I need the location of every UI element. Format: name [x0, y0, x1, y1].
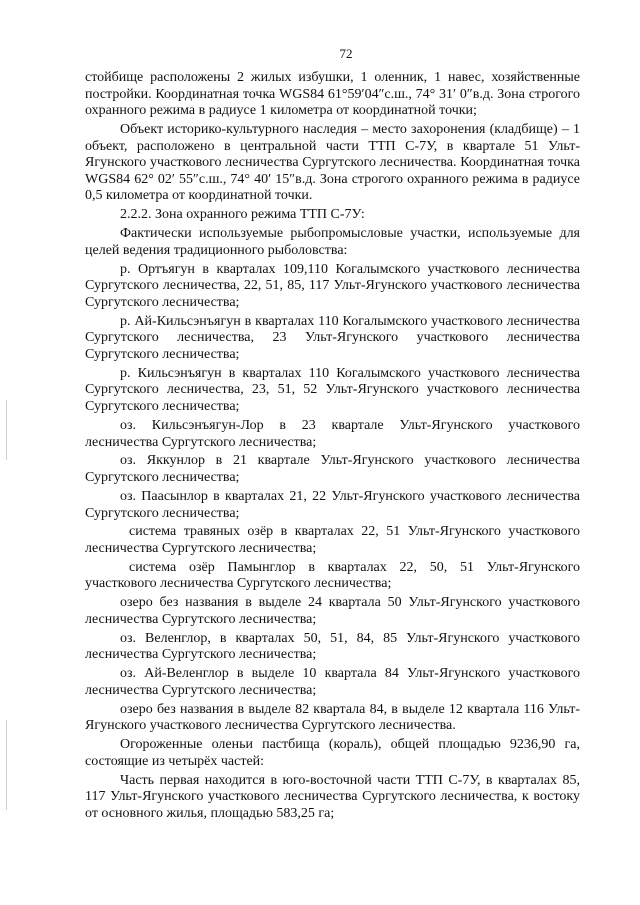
list-item: оз. Паасынлор в кварталах 21, 22 Ульт-Ягунского участкового лесничества Сургутского лесничества; — [85, 488, 580, 521]
list-item: р. Кильсэнъягун в кварталах 110 Когалымского участкового лесничества Сургутского лесничества, 23, 51, 52 Ульт-Ягунского участкового лесничества Сургутского лесничества; — [85, 365, 580, 415]
list-item: система озёр Памынглор в кварталах 22, 50, 51 Ульт-Ягунского участкового лесничества Сургутского лесничества; — [85, 559, 580, 592]
paragraph-camp-description: стойбище расположены 2 жилых избушки, 1 олeнник, 1 навес, хозяйственные постройки. Координатная точка WGS84 61°59′04″с.ш., 74° 31′ 0″в.д. Зона строгого охранного режима в радиусе 1 километра от координатной точки; — [85, 70, 580, 119]
scan-edge-mark — [6, 400, 7, 460]
paragraph-heritage-object: Объект историко-культурного наследия – место захоронения (кладбище) – 1 объект, расположено в центральной части ТТП С-7У, в квартале 51 Ульт-Ягунского участкового лесничества Сургутского лесничества. Координатная точка WGS84 62° 02′ 55″с.ш., 74° 40′ 15″в.д. Зона строгого охранного режима в радиусе 0,5 километра от координатной точки. — [85, 122, 580, 204]
list-item: оз. Ай-Веленглор в выделе 10 квартала 84 Ульт-Ягунского участкового лесничества Сургутского лесничества; — [85, 666, 580, 698]
list-item: р. Ортъягун в кварталах 109,110 Когалымского участкового лесничества Сургутского лесничества, 22, 51, 85, 117 Ульт-Ягунского участкового лесничества Сургутского лесничества; — [85, 261, 580, 310]
scan-edge-mark — [6, 720, 7, 810]
list-item: озеро без названия в выделе 24 квартала 50 Ульт-Ягунского участкового лесничества Сургутского лесничества; — [85, 595, 580, 627]
list-item: оз. Яккунлор в 21 квартале Ульт-Ягунского участкового лесничества Сургутского лесничества; — [85, 453, 580, 486]
list-item: р. Ай-Кильсэнъягун в кварталах 110 Когалымского участкового лесничества Сургутского лесничества, 23 Ульт-Ягунского участкового лесничества Сургутского лесничества; — [85, 313, 580, 362]
paragraph-pasture-part-one: Часть первая находится в юго-восточной части ТТП С-7У, в кварталах 85, 117 Ульт-Ягунского участкового лесничества Сургутского лесничества, к востоку от основного жилья, площадью 583,25 га; — [85, 772, 580, 821]
page-number: 72 — [339, 46, 353, 61]
section-heading: 2.2.2. Зона охранного режима ТТП С-7У: — [120, 207, 365, 223]
page-body — [85, 70, 580, 825]
paragraph-pastures: Огороженные оленьи пастбища (кораль), общей площадью 9236,90 га, состоящие из четырёх частей: — [85, 737, 580, 769]
list-item: озеро без названия в выделе 82 квартала 84, в выделе 12 квартала 116 Ульт-Ягунского участкового лесничества Сургутского лесничества. — [85, 701, 580, 734]
list-item: оз. Веленглор, в кварталах 50, 51, 84, 85 Ульт-Ягунского участкового лесничества Сургутского лесничества; — [85, 630, 580, 663]
list-item: оз. Кильсэнъягун-Лор в 23 квартале Ульт-Ягунского участкового лесничества Сургутского лесничества; — [85, 417, 580, 450]
paragraph-fishing-sites-intro: Фактически используемые рыбопромысловые участки, используемые для целей ведения традиционного рыболовства: — [85, 226, 580, 258]
list-item: система травяных озёр в кварталах 22, 51 Ульт-Ягунского участкового лесничества Сургутского лесничества; — [85, 524, 580, 556]
